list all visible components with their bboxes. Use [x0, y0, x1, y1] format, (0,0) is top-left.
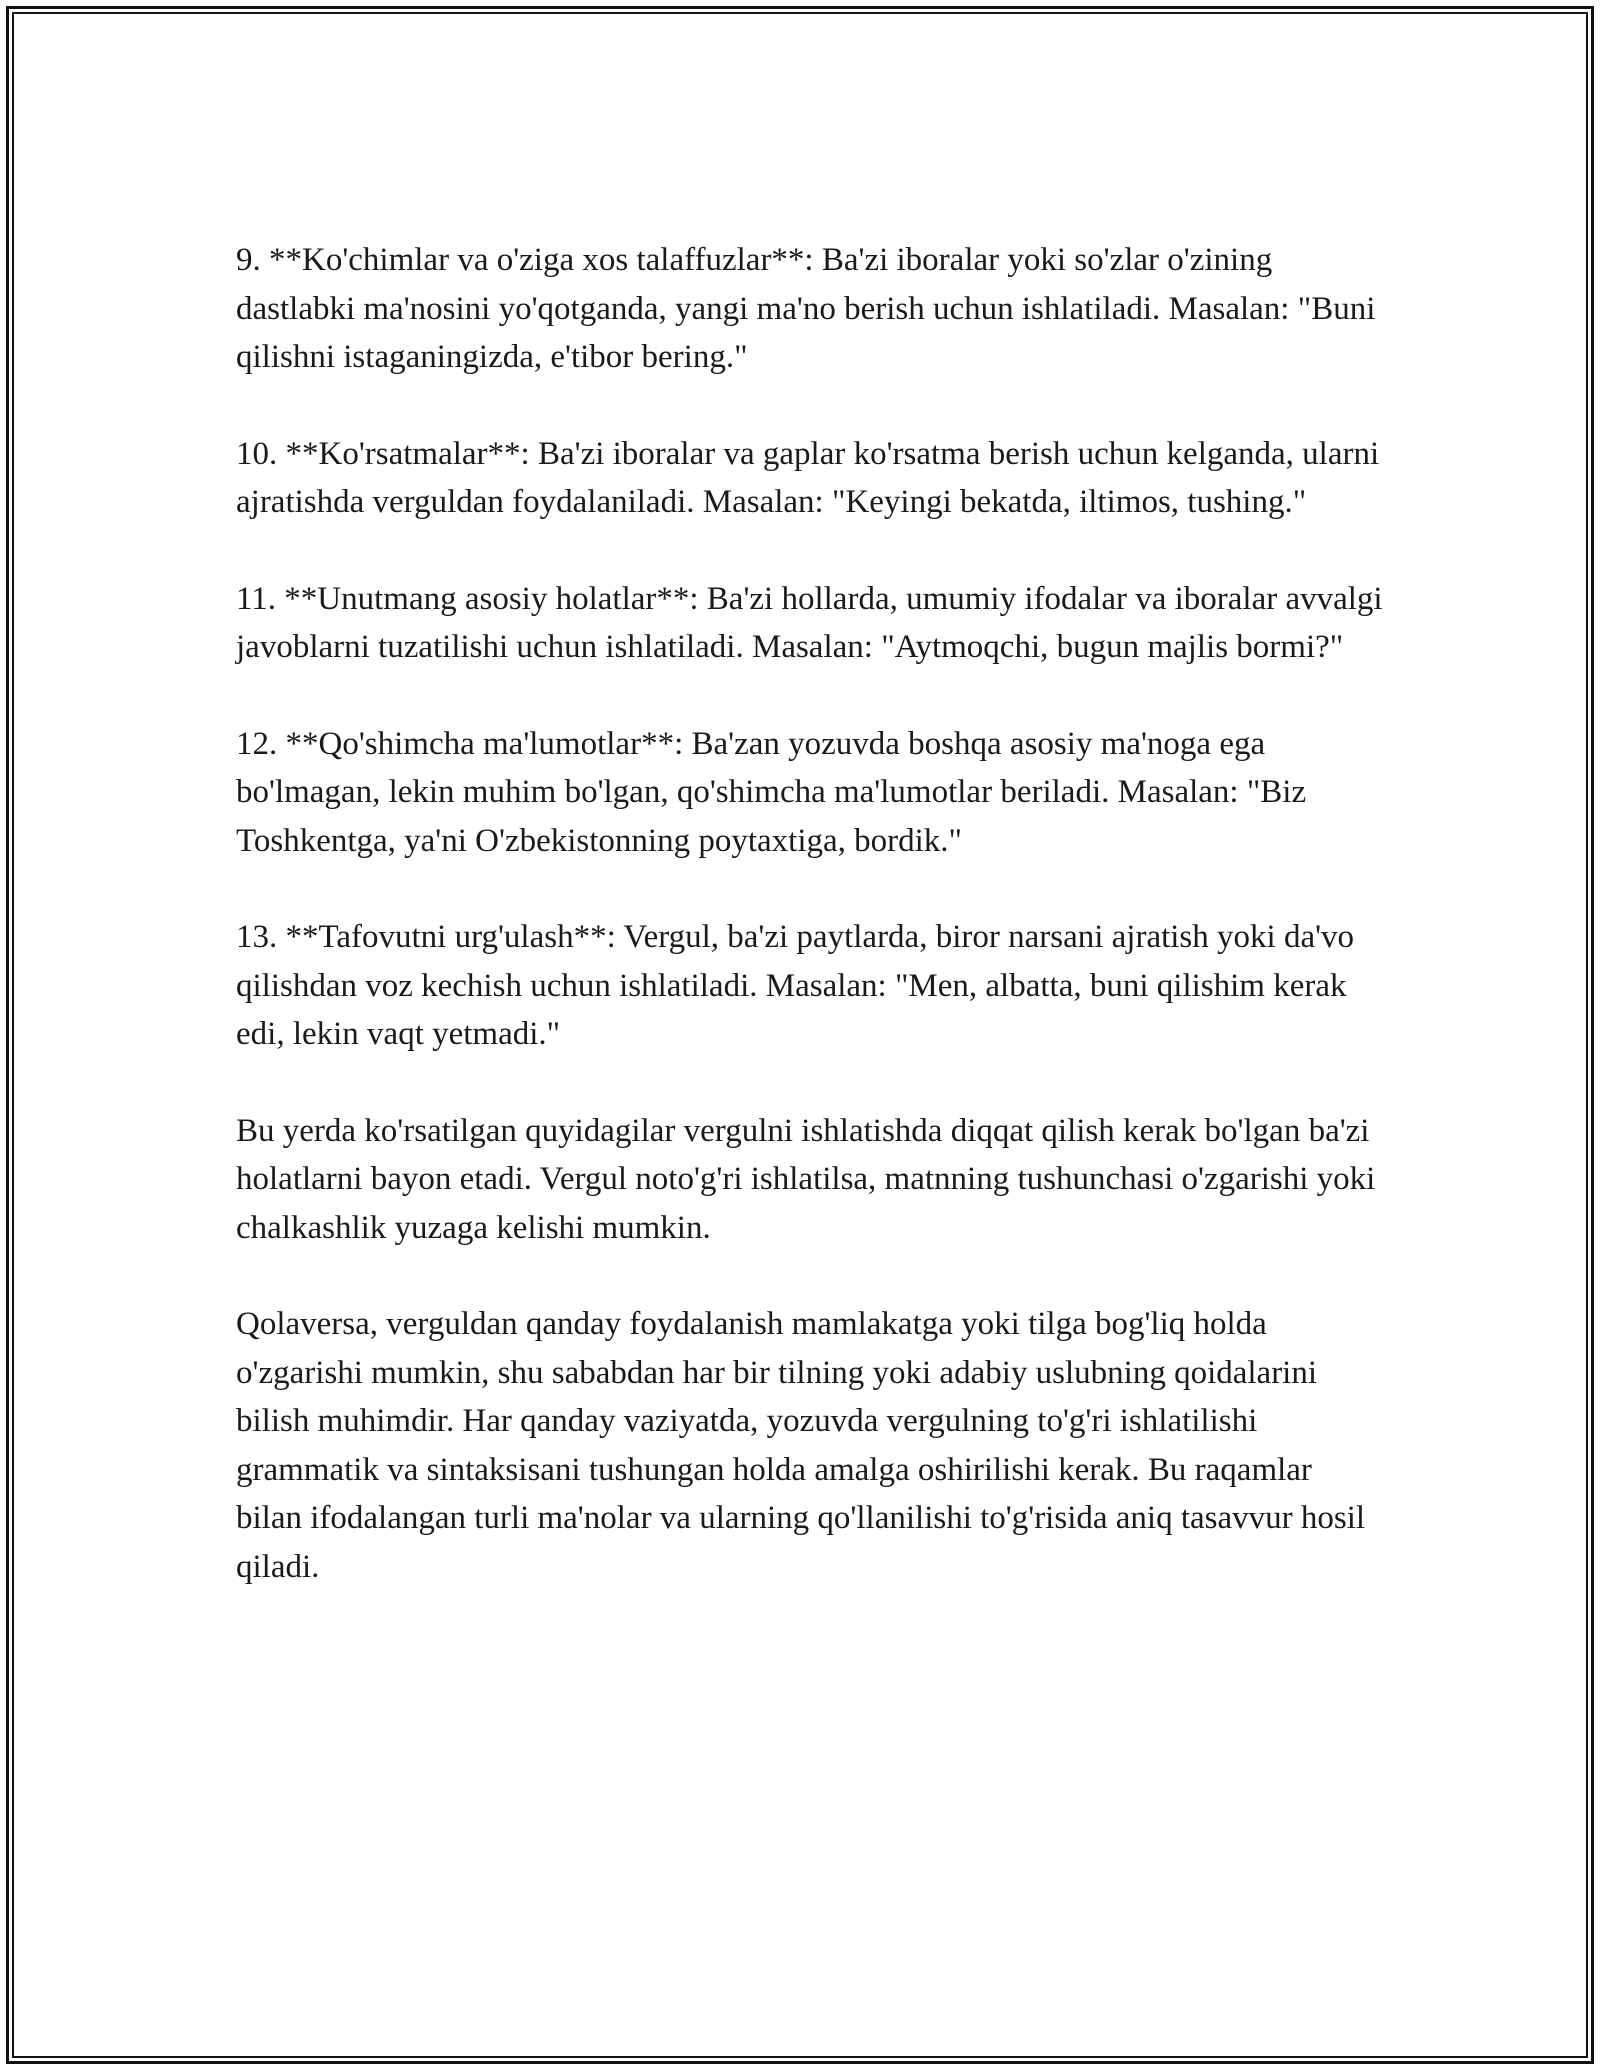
list-item-9: 9. **Ko'chimlar va o'ziga xos talaffuzlar**: Ba'zi iboralar yoki so'zlar o'zining dastlabki ma'nosini yo'qotganda, yangi ma'no berish uchun ishlatiladi. Masalan: "Buni qilishni istaganingizda, e'tibor bering." — [236, 242, 1376, 375]
list-item-13: 13. **Tafovutni urg'ulash**: Vergul, ba'zi paytlarda, biror narsani ajratish yoki da'vo qilishdan voz kechish uchun ishlatiladi. Masalan: "Men, albatta, buni qilishim kerak edi, lekin vaqt yetmadi." — [236, 919, 1355, 1052]
document-body — [236, 236, 1386, 1591]
list-item-12: 12. **Qo'shimcha ma'lumotlar**: Ba'zan yozuvda boshqa asosiy ma'noga ega bo'lmagan, lekin muhim bo'lgan, qo'shimcha ma'lumotlar beriladi. Masalan: "Biz Toshkentga, ya'ni O'zbekistonning poytaxtiga, bordik." — [236, 725, 1307, 859]
list-item-10: 10. **Ko'rsatmalar**: Ba'zi iboralar va gaplar ko'rsatma berish uchun kelganda, ularni ajratishda verguldan foydalaniladi. Masalan: "Keyingi bekatda, iltimos, tushing." — [236, 435, 1380, 520]
list-item-11: 11. **Unutmang asosiy holatlar**: Ba'zi hollarda, umumiy ifodalar va iboralar avvalgi javoblarni tuzatilishi uchun ishlatiladi. Masalan: "Aytmoqchi, bugun majlis bormi?" — [236, 580, 1383, 665]
closing-paragraph: Qolaversa, verguldan qanday foydalanish mamlakatga yoki tilga bog'liq holda o'zgarishi mumkin, shu sababdan har bir tilning yoki adabiy uslubning qoidalarini bilish muhimdir. Har qanday vaziyatda, yozuvda vergulning to'g'ri ishlatilishi grammatik va sintaksisani tushungan holda amalga oshirilishi kerak. Bu raqamlar bilan ifodalangan turli ma'nolar va ularning qo'llanilishi to'g'risida aniq tasavvur hosil qiladi. — [236, 1306, 1366, 1585]
summary-paragraph: Bu yerda ko'rsatilgan quyidagilar vergulni ishlatishda diqqat qilish kerak bo'lgan ba'zi holatlarni bayon etadi. Vergul noto'g'ri ishlatilsa, matnning tushunchasi o'zgarishi yoki chalkashlik yuzaga kelishi mumkin. — [236, 1112, 1376, 1246]
